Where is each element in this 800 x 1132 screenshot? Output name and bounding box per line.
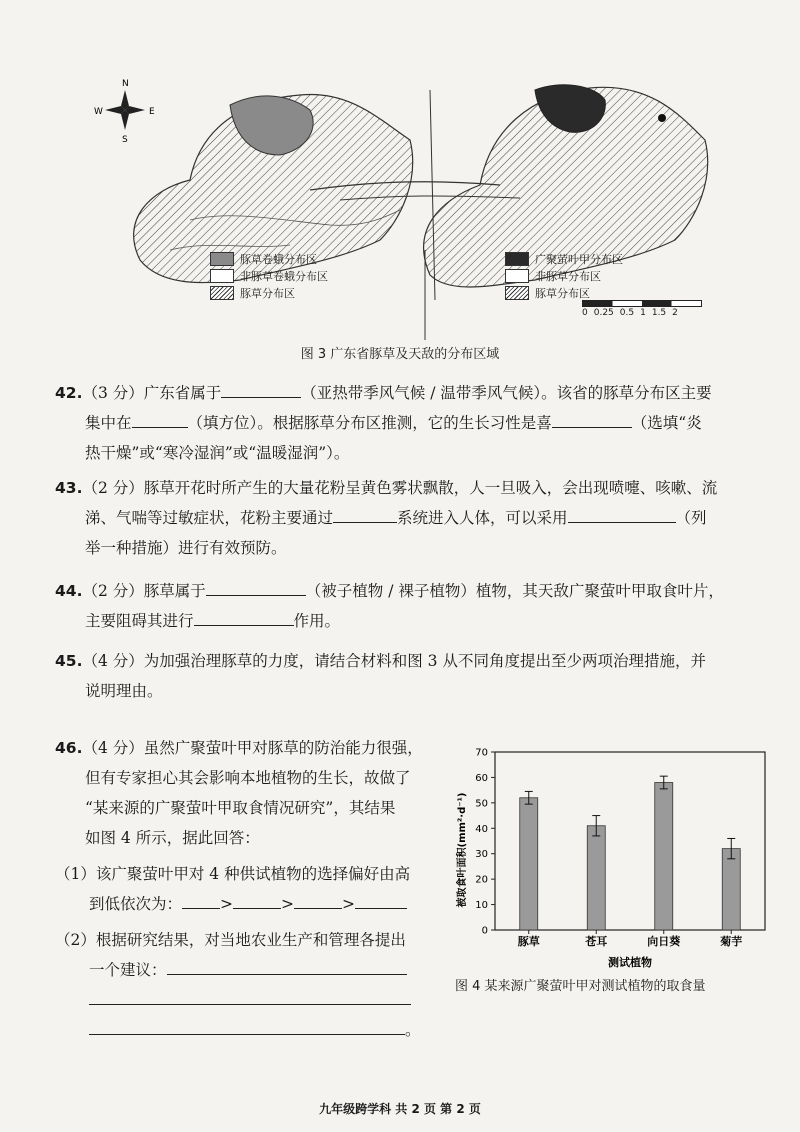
question-number: 44. [55,582,83,600]
bar [520,798,538,930]
y-tick-label: 70 [475,747,488,759]
x-tick-label: 苍耳 [585,935,608,948]
q42-text: （亚热带季风气候 / 温带季风气候）。该省的豚草分布区主要 [301,384,712,402]
y-tick-label: 40 [475,823,488,835]
question-46 [55,733,445,1045]
x-axis-label: 测试植物 [608,956,652,969]
compass-e: E [149,107,155,117]
compass-w: W [94,107,103,117]
q46-sub1-text: 到低依次为： [89,895,183,913]
answer-blank[interactable] [355,892,407,909]
gt-sign: > [220,895,234,913]
y-tick-label: 50 [475,798,488,810]
left-legend-item: 非豚草卷蛾分布区 [240,269,328,283]
q43-text: （列 [675,509,707,527]
y-tick-label: 0 [481,925,488,937]
q42-text: （3 分）广东省属于 [82,384,222,402]
right-legend-item: 广聚萤叶甲分布区 [535,252,623,266]
left-legend [210,250,328,301]
q43-text: 涕、气喘等过敏症状，花粉主要通过 [85,509,334,527]
question-42 [55,378,755,468]
q45-text: （4 分）为加强治理豚草的力度，请结合材料和图 3 从不同角度提出至少两项治理措施，并 [82,652,706,670]
answer-blank[interactable] [182,892,220,909]
legend-swatch-hatch [210,286,234,300]
figure3-maps [80,70,730,370]
y-tick-label: 60 [475,772,488,784]
page-footer: 九年级跨学科 共 2 页 第 2 页 [319,1102,481,1116]
q42-text: 热干燥”或“寒冷湿润”或“温暖湿润”）。 [85,444,350,462]
answer-blank[interactable] [194,609,294,626]
scale-label: 1.5 [651,308,667,318]
question-number: 42. [55,384,83,402]
scale-label: 0.5 [619,308,635,318]
gt-sign: > [281,895,295,913]
compass-n: N [122,79,129,89]
question-43 [55,473,755,563]
bar [655,783,673,930]
map-scale-bar [582,300,702,318]
q46-sub1-text: （1）该广聚萤叶甲对 4 种供试植物的选择偏好由高 [55,865,411,883]
answer-blank[interactable] [552,411,632,428]
question-44 [55,576,755,636]
legend-swatch-white [505,269,529,283]
q44-text: （2 分）豚草属于 [82,582,206,600]
answer-blank[interactable] [167,958,407,975]
answer-blank[interactable] [294,892,342,909]
right-legend-item: 豚草分布区 [535,286,590,300]
left-legend-item: 豚草卷蛾分布区 [240,252,317,266]
answer-blank[interactable] [132,411,188,428]
q44-text: 作用。 [293,612,341,630]
legend-swatch-white [210,269,234,283]
question-number: 45. [55,652,83,670]
y-tick-label: 30 [475,849,488,861]
left-legend-item: 豚草分布区 [240,286,295,300]
compass-rose-icon [94,79,155,145]
y-axis-label: 被取食叶面积(mm²·d⁻¹) [457,792,468,908]
bar [722,849,740,930]
y-tick-label: 20 [475,874,488,886]
x-tick-label: 菊芋 [720,935,743,948]
bar-chart [445,740,775,970]
q46-sub2-text: 一个建议： [89,961,167,979]
q42-text: 集中在 [85,414,132,432]
question-number: 43. [55,479,83,497]
legend-swatch-dark [505,252,529,266]
figure4-chart [445,740,775,970]
x-tick-label: 向日葵 [647,935,681,948]
q46-text: 如图 4 所示，据此回答： [85,829,260,847]
x-tick-label: 豚草 [517,935,540,948]
answer-line[interactable] [89,988,411,1005]
q45-text: 说明理由。 [85,682,163,700]
answer-blank[interactable] [333,506,397,523]
scale-label: 0 [582,308,588,318]
scale-label: 1 [640,308,646,318]
answer-blank[interactable] [221,381,301,398]
bar [587,826,605,930]
answer-blank[interactable] [206,579,306,596]
y-tick-label: 10 [475,900,488,912]
compass-s: S [122,135,128,145]
scale-label: 2 [672,308,678,318]
q43-text: 举一种措施）进行有效预防。 [85,539,287,557]
question-number: 46. [55,739,83,757]
answer-blank[interactable] [568,506,676,523]
answer-blank[interactable] [233,892,281,909]
q46-text: “某来源的广聚萤叶甲取食情况研究”，其结果 [85,799,396,817]
period-mark: 。 [405,1021,421,1039]
legend-swatch-hatch [505,286,529,300]
figure3-caption: 图 3 广东省豚草及天敌的分布区域 [300,347,500,362]
right-legend [505,250,623,301]
gt-sign: > [342,895,356,913]
figure4-caption: 图 4 某来源广聚萤叶甲对测试植物的取食量 [455,979,706,994]
q43-text: （2 分）豚草开花时所产生的大量花粉呈黄色雾状飘散，人一旦吸入，会出现喷嚏、咳嗽、流 [82,479,718,497]
question-45 [55,646,755,706]
answer-line[interactable] [89,1018,405,1035]
q42-text: （选填“炎 [631,414,702,432]
q46-sub2-text: （2）根据研究结果，对当地农业生产和管理各提出 [55,931,406,949]
q44-text: （被子植物 / 裸子植物）植物，其天敌广聚萤叶甲取食叶片， [305,582,724,600]
q46-text: 但有专家担心其会影响本地植物的生长，故做了 [85,769,411,787]
legend-swatch-gray [210,252,234,266]
q43-text: 系统进入人体，可以采用 [397,509,568,527]
q44-text: 主要阻碍其进行 [85,612,194,630]
scale-label: 0.25 [593,308,614,318]
q46-text: （4 分）虽然广聚萤叶甲对豚草的防治能力很强， [82,739,423,757]
q42-text: （填方位）。根据豚草分布区推测，它的生长习性是喜 [187,414,552,432]
right-legend-item: 非豚草分布区 [535,269,601,283]
